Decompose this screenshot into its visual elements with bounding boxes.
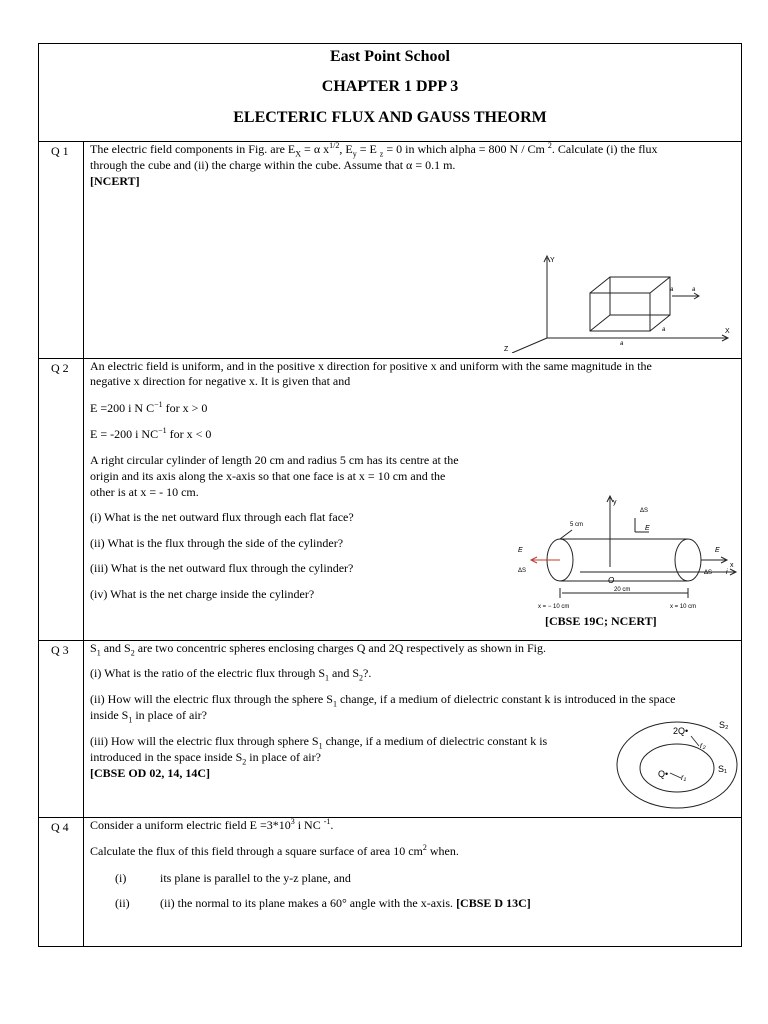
question-row-2 (39, 358, 741, 641)
q4-part-i-label: (i) (115, 871, 127, 885)
q4-part-ii-label: (ii) (115, 896, 130, 910)
q2-cylinder-line-1: A right circular cylinder of length 20 cm and radius 5 cm has its centre at the (90, 453, 459, 467)
charge-2q-label: 2Q• (673, 726, 689, 736)
q1-line-1: The electric field components in Fig. are $E_X = \alpha$ $x^{1/2}$, $E_y = E$ $_z$ = 0 in which alpha = 800 N / Cm $^2$. Calculate (i) the flux (90, 141, 658, 159)
field-vector-label: E (645, 525, 650, 532)
q2-part-i: (i) What is the net outward flux through each flat face? (90, 510, 354, 524)
axis-label-y: Y (550, 257, 555, 264)
q3-part-i: (i) What is the ratio of the electric flux through $S_1$ and $S_2$?. (90, 666, 372, 683)
cube-figure (502, 253, 732, 353)
q2-field-positive: E =200 i N $C^{-1}$ for x > 0 (90, 400, 208, 415)
edge-label: a (692, 287, 696, 293)
edge-label: a (620, 341, 624, 347)
q1-reference: [NCERT] (90, 174, 140, 188)
q4-line-1: Consider a uniform electric field $E =3*10^3$ i NC $^{-1}$. (90, 817, 334, 832)
field-vector-label: E (715, 547, 720, 554)
q3-reference: [CBSE OD 02, 14, 14C] (90, 766, 211, 780)
question-number: Q 1 (39, 141, 84, 358)
topic-title: ELECTERIC FLUX AND GAUSS THEORM (233, 109, 547, 126)
radius-label: 5 cm (570, 522, 584, 528)
edge-label: a (670, 287, 674, 293)
q4-line-2: Calculate the flux of this field through a square surface of area 10 $cm^2$ when. (90, 843, 459, 858)
left-face-label: x = − 10 cm (538, 604, 570, 610)
area-vector-label: ΔS (640, 508, 649, 514)
question-content (90, 640, 735, 817)
school-name: East Point School (329, 48, 450, 65)
origin-label: O (608, 576, 615, 585)
q2-part-ii: (ii) What is the flux through the side of the cylinder? (90, 536, 344, 550)
question-number: Q 2 (39, 358, 84, 640)
question-content (90, 358, 735, 640)
q4-part-ii-text: (ii) the normal to its plane makes a 60° angle with the x-axis. [CBSE D 13C] (160, 896, 531, 910)
question-row-3 (39, 640, 741, 818)
q2-field-negative: E = -200 i $NC^{-1}$ for x < 0 (90, 426, 212, 441)
spheres-figure (615, 718, 740, 813)
worksheet-table (38, 43, 742, 947)
question-row-4 (39, 817, 741, 947)
question-content (90, 817, 735, 947)
q3-part-ii: (ii) How will the electric flux through the sphere $S_1$ change, if a medium of dielectric constant k is introduced in the space (90, 692, 676, 709)
cylinder-figure (510, 492, 740, 614)
area-vector-label: ΔS (518, 568, 527, 574)
q3-part-iii-cont: introduced in the space inside $S_2$ in place of air? (90, 750, 321, 767)
chapter-title: CHAPTER 1 DPP 3 (321, 78, 459, 95)
q3-part-iii: (iii) How will the electric flux through sphere $S_1$ change, if a medium of dielectric constant k is (90, 734, 548, 751)
q2-reference: [CBSE 19C; NCERT] (545, 614, 657, 628)
radius-r1-label: r₁ (681, 773, 687, 782)
question-number: Q 3 (39, 640, 84, 817)
radius-r2-label: r₂ (700, 741, 706, 750)
q4-part-i-text: its plane is parallel to the y-z plane, and (160, 871, 351, 885)
question-number: Q 4 (39, 817, 84, 947)
axis-label-z: Z (504, 346, 509, 353)
axis-label-y: y (613, 499, 617, 506)
charge-q-label: Q• (658, 769, 669, 779)
q3-line-1: $S_1$ and $S_2$ are two concentric spheres enclosing charges Q and 2Q respectively as shown in Fig. (90, 641, 547, 658)
field-vector-label: E (518, 547, 523, 554)
unit-vector-label: i (726, 569, 728, 576)
q2-cylinder-line-3: other is at x = - 10 cm. (90, 485, 199, 499)
worksheet-header (39, 44, 741, 142)
sphere-s2-label: S₂ (719, 720, 729, 730)
q2-line-2: negative x direction for negative x. It is given that and (90, 374, 351, 388)
q2-cylinder-line-2: origin and its axis along the x-axis so that one face is at x = 10 cm and the (90, 469, 446, 483)
question-row-1 (39, 141, 741, 359)
question-content (90, 141, 735, 358)
q3-part-ii-cont: inside $S_1$ in place of air? (90, 708, 207, 725)
q2-line-1: An electric field is uniform, and in the positive x direction for positive x and uniform with the same magnitude in the (90, 359, 652, 373)
q2-part-iii: (iii) What is the net outward flux through the cylinder? (90, 561, 354, 575)
sphere-s1-label: S₁ (718, 764, 728, 774)
right-face-label: x = 10 cm (670, 604, 697, 610)
edge-label: a (662, 327, 666, 333)
axis-label-x: X (725, 328, 730, 335)
axis-label-x: x (730, 562, 734, 569)
q2-part-iv: (iv) What is the net charge inside the cylinder? (90, 587, 315, 601)
q1-line-2: through the cube and (ii) the charge within the cube. Assume that α = 0.1 m. (90, 158, 456, 172)
area-vector-label: ΔS (704, 570, 713, 576)
length-label: 20 cm (614, 587, 631, 593)
